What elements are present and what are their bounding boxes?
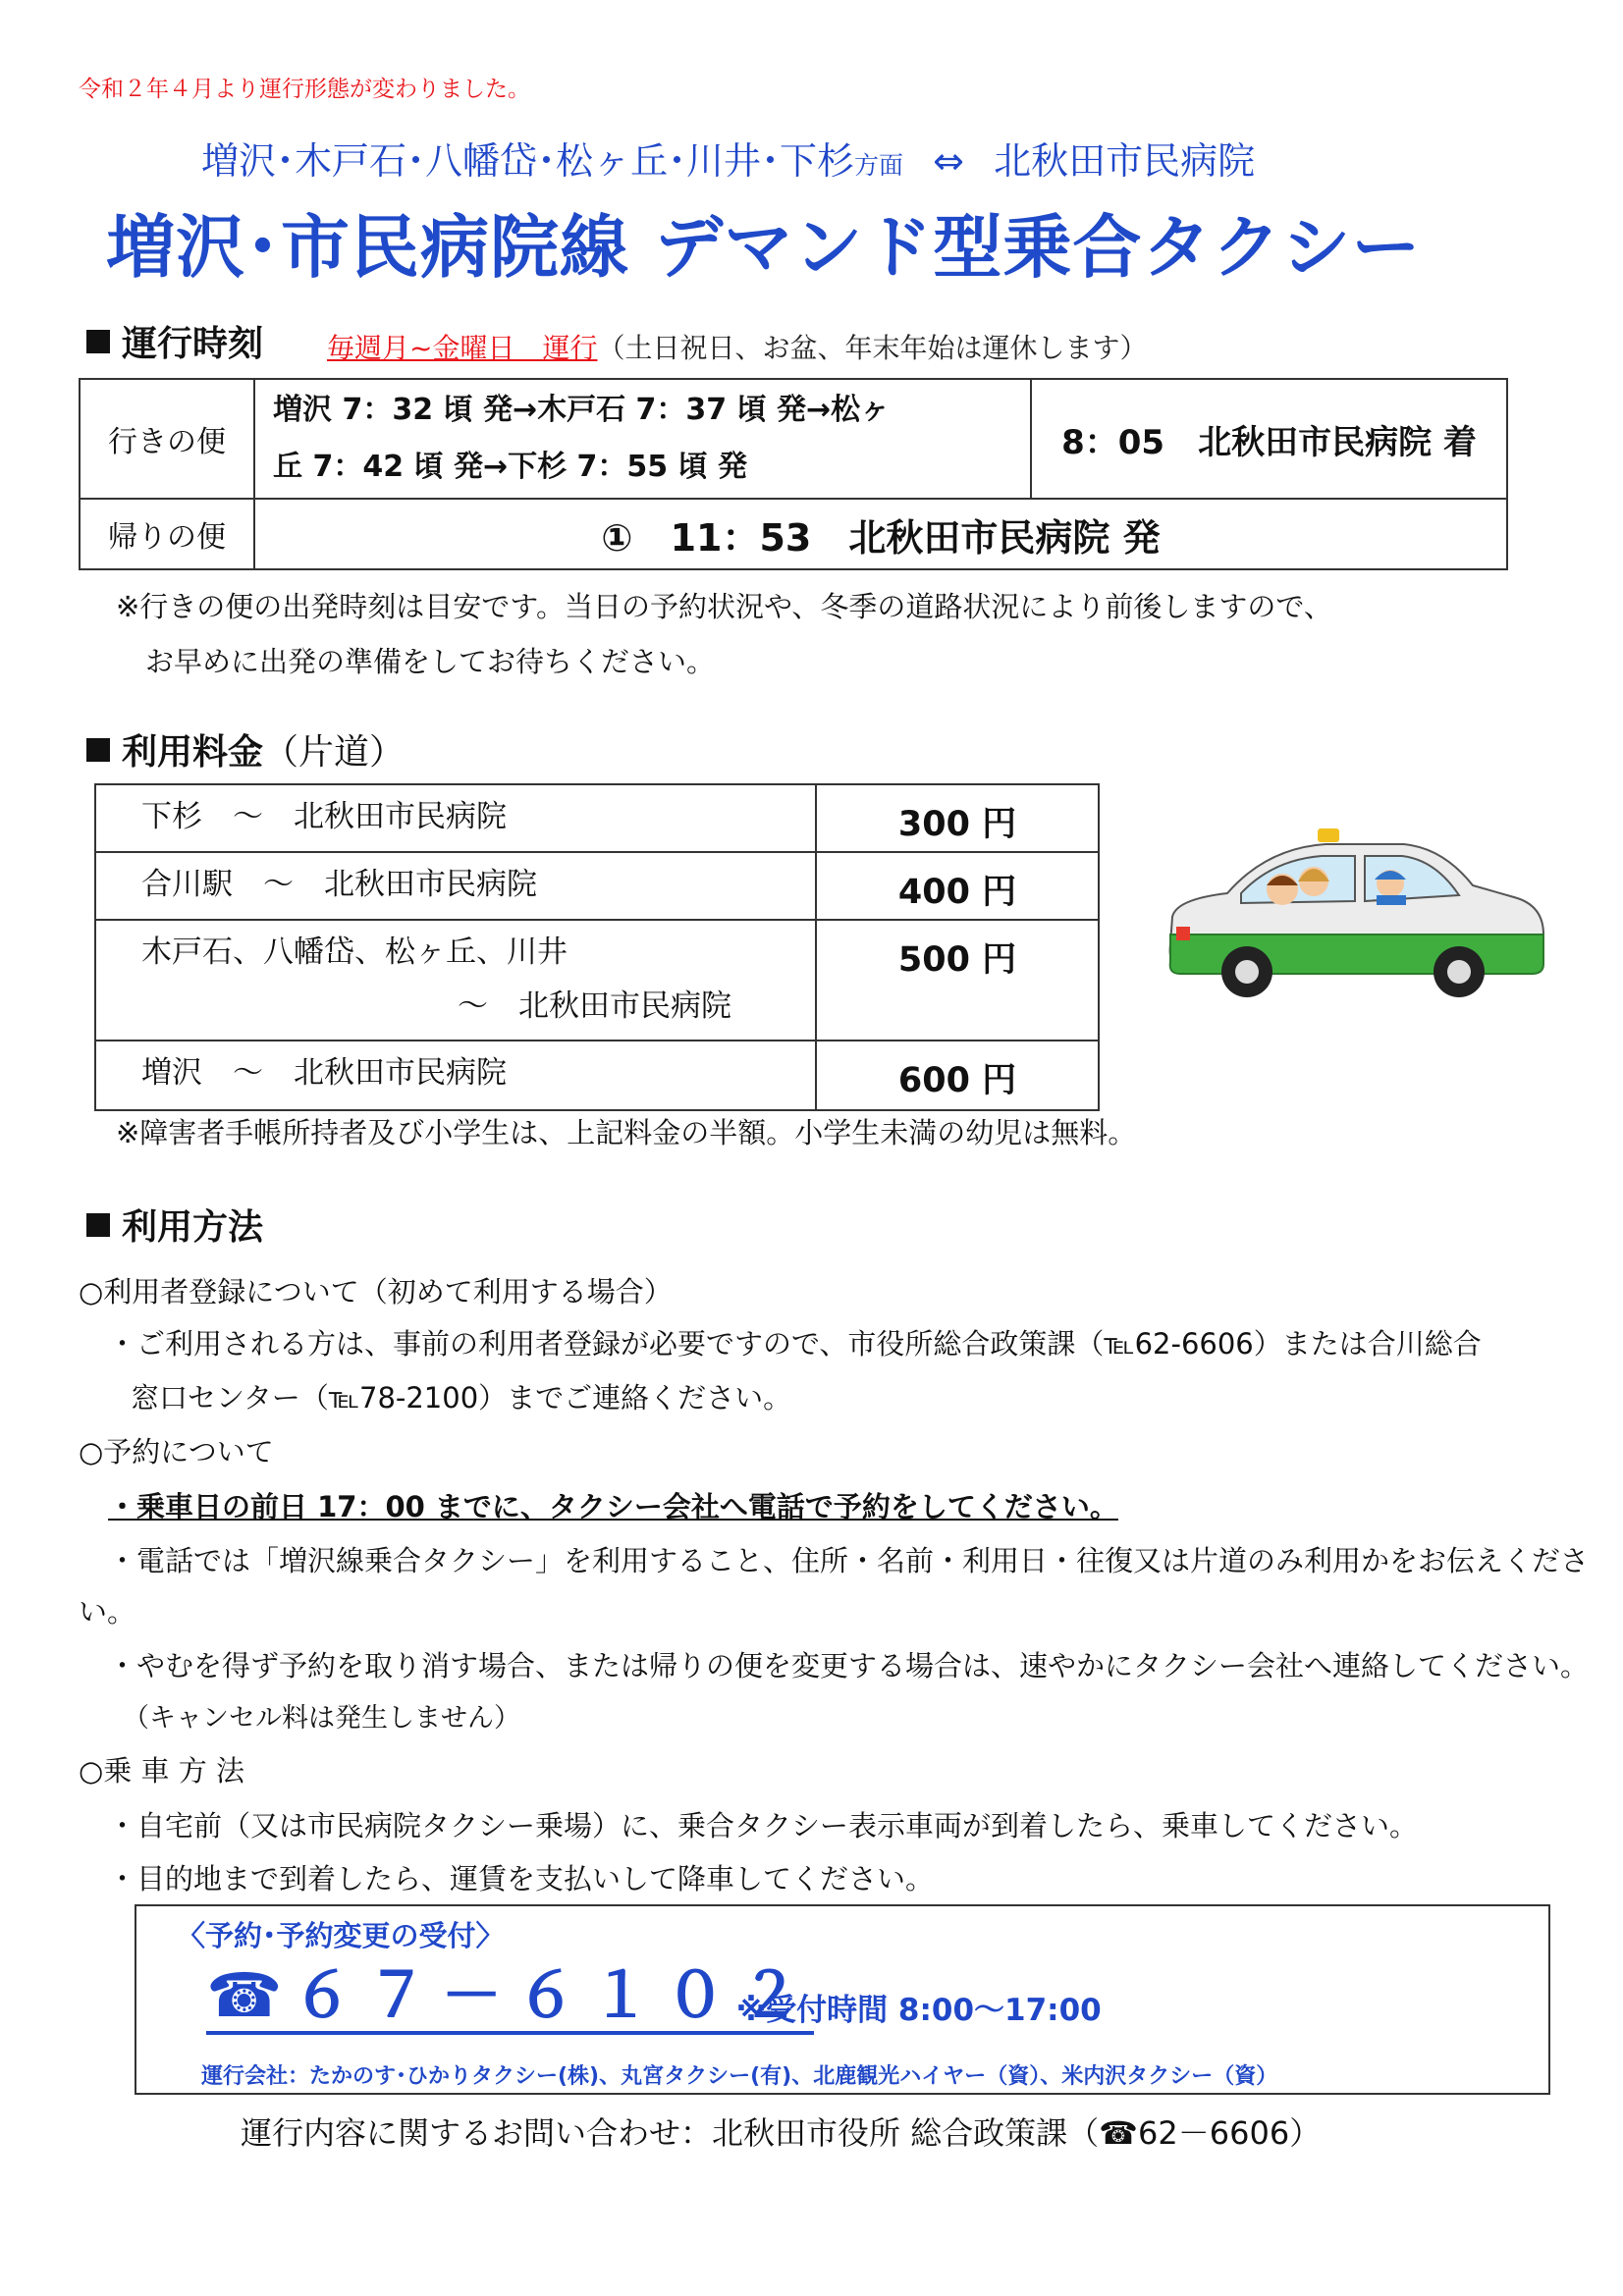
fares-heading-sub: （片道） [263, 732, 406, 773]
fare-price: 600 円 [816, 1041, 1099, 1110]
fare-row [95, 920, 1099, 1041]
fares-heading-label: 利用料金 [122, 732, 264, 773]
schedule-heading [86, 316, 263, 366]
reservation-line-1: ・電話では「増沢線乗合タクシー」を利用すること、住所・名前・利用日・往復又は片道のみ利用かをお伝えくださ [108, 1544, 1590, 1577]
telephone-icon: ☎ [206, 1959, 283, 2031]
return-row [80, 499, 1507, 569]
schedule-heading-label: 運行時刻 [122, 324, 264, 364]
schedule-note-1: ※行きの便の出発時刻は目安です。当日の予約状況や、冬季の道路状況により前後しますので、 [116, 590, 1332, 623]
reservation-line-2: ・やむを得ず予約を取り消す場合、または帰りの便を変更する場合は、速やかにタクシー会社へ連絡してください。 [108, 1649, 1590, 1682]
square-bullet-icon [86, 1213, 110, 1237]
schedule-note-2: お早めに出発の準備をしてお待ちください。 [145, 645, 716, 678]
return-label: 帰りの便 [80, 499, 254, 569]
fare-row [95, 1041, 1099, 1110]
rear-wheel-hub [1235, 960, 1259, 984]
schedule-days [327, 327, 1147, 366]
subtitle-direction: 方面 [854, 151, 904, 180]
route-subtitle [201, 131, 1255, 185]
usage-heading [86, 1200, 263, 1250]
taxi-illustration [1159, 825, 1551, 1001]
notice-text: 令和２年４月より運行形態が変わりました。 [79, 77, 530, 102]
registration-line-1: ・ご利用される方は、事前の利用者登録が必要ですので、市役所総合政策課（℡62-6606）または合川総合 [108, 1327, 1482, 1361]
outbound-line-1: 増沢 7：32 頃 発→木戸石 7：37 頃 発→松ヶ [273, 393, 891, 427]
riding-line-1: ・自宅前（又は市民病院タクシー乗場）に、乗合タクシー表示車両が到着したら、乗車してください。 [108, 1809, 1419, 1842]
driver-uniform [1377, 895, 1406, 905]
fare-table [94, 783, 1100, 1111]
reservation-heading: ○予約について [79, 1435, 274, 1468]
operating-days: 毎週月~金曜日 運行 [327, 332, 598, 364]
usage-heading-label: 利用方法 [122, 1207, 264, 1248]
registration-heading: ○利用者登録について（初めて利用する場合） [79, 1275, 673, 1308]
operating-companies: 運行会社：たかのす･ひかりタクシー(株)、丸宮タクシー(有)、北鹿観光ハイヤー（資）、米内沢タクシー（資） [201, 2064, 1278, 2089]
reservation-line-1-cont: い。 [79, 1595, 136, 1629]
subtitle-destination: 北秋田市民病院 [994, 139, 1256, 183]
reservation-phone-number: ６７－６１０２ [292, 1959, 815, 2031]
taxi-rear-window [1241, 856, 1355, 903]
subtitle-arrow: ⇔ [933, 139, 964, 183]
riding-line-2: ・目的地まで到着したら、運賃を支払いして降車してください。 [108, 1862, 935, 1896]
page-title: 増沢･市民病院線 デマンド型乗合タクシー [106, 207, 1422, 288]
fare-note: ※障害者手帳所持者及び小学生は、上記料金の半額。小学生未満の幼児は無料。 [116, 1116, 1137, 1149]
registration-line-2: 窓口センター（℡78-2100）までご連絡ください。 [131, 1381, 792, 1415]
return-time: ① 11：53 北秋田市民病院 発 [254, 499, 1507, 569]
riding-heading: ○乗 車 方 法 [79, 1754, 244, 1788]
fares-heading [86, 724, 405, 774]
fare-route [95, 920, 816, 1041]
reception-hours: ※受付時間 8:00～17:00 [736, 1993, 1102, 2028]
schedule-table [79, 378, 1508, 570]
fare-route: 合川駅 ～ 北秋田市民病院 [95, 852, 816, 920]
outbound-row [80, 379, 1507, 499]
square-bullet-icon [86, 330, 110, 353]
taxi-roof-sign [1318, 828, 1339, 842]
fare-route: 増沢 ～ 北秋田市民病院 [95, 1041, 816, 1110]
fare-route: 下杉 ～ 北秋田市民病院 [95, 784, 816, 852]
outbound-label: 行きの便 [80, 379, 254, 499]
square-bullet-icon [86, 738, 110, 762]
reservation-deadline: ・乗車日の前日 17：00 までに、タクシー会社へ電話で予約をしてください。 [108, 1490, 1118, 1523]
fare-price: 500 円 [816, 920, 1099, 1041]
closed-days: （土日祝日、お盆、年末年始は運休します） [597, 332, 1148, 364]
fare-price: 300 円 [816, 784, 1099, 852]
fare-route-line-1: 木戸石、八幡岱、松ヶ丘、川井 [141, 934, 568, 970]
contact-box-title: 〈予約･予約変更の受付〉 [177, 1919, 505, 1952]
reservation-phone[interactable] [206, 1960, 814, 2035]
arrival-time: 8：05 北秋田市民病院 着 [1031, 379, 1507, 499]
inquiry-footer: 運行内容に関するお問い合わせ：北秋田市役所 総合政策課（☎62－6606） [241, 2114, 1322, 2152]
tail-light [1176, 927, 1190, 940]
front-wheel-hub [1447, 960, 1471, 984]
outbound-times [254, 379, 1031, 499]
fare-row [95, 784, 1099, 852]
fare-price: 400 円 [816, 852, 1099, 920]
subtitle-areas: 増沢･木戸石･八幡岱･松ヶ丘･川井･下杉 [201, 139, 855, 183]
reservation-line-3: （キャンセル料は発生しません） [123, 1703, 520, 1734]
fare-row [95, 852, 1099, 920]
fare-route-line-2: ～ 北秋田市民病院 [458, 988, 731, 1024]
outbound-line-2: 丘 7：42 頃 発→下杉 7：55 頃 発 [273, 450, 748, 484]
